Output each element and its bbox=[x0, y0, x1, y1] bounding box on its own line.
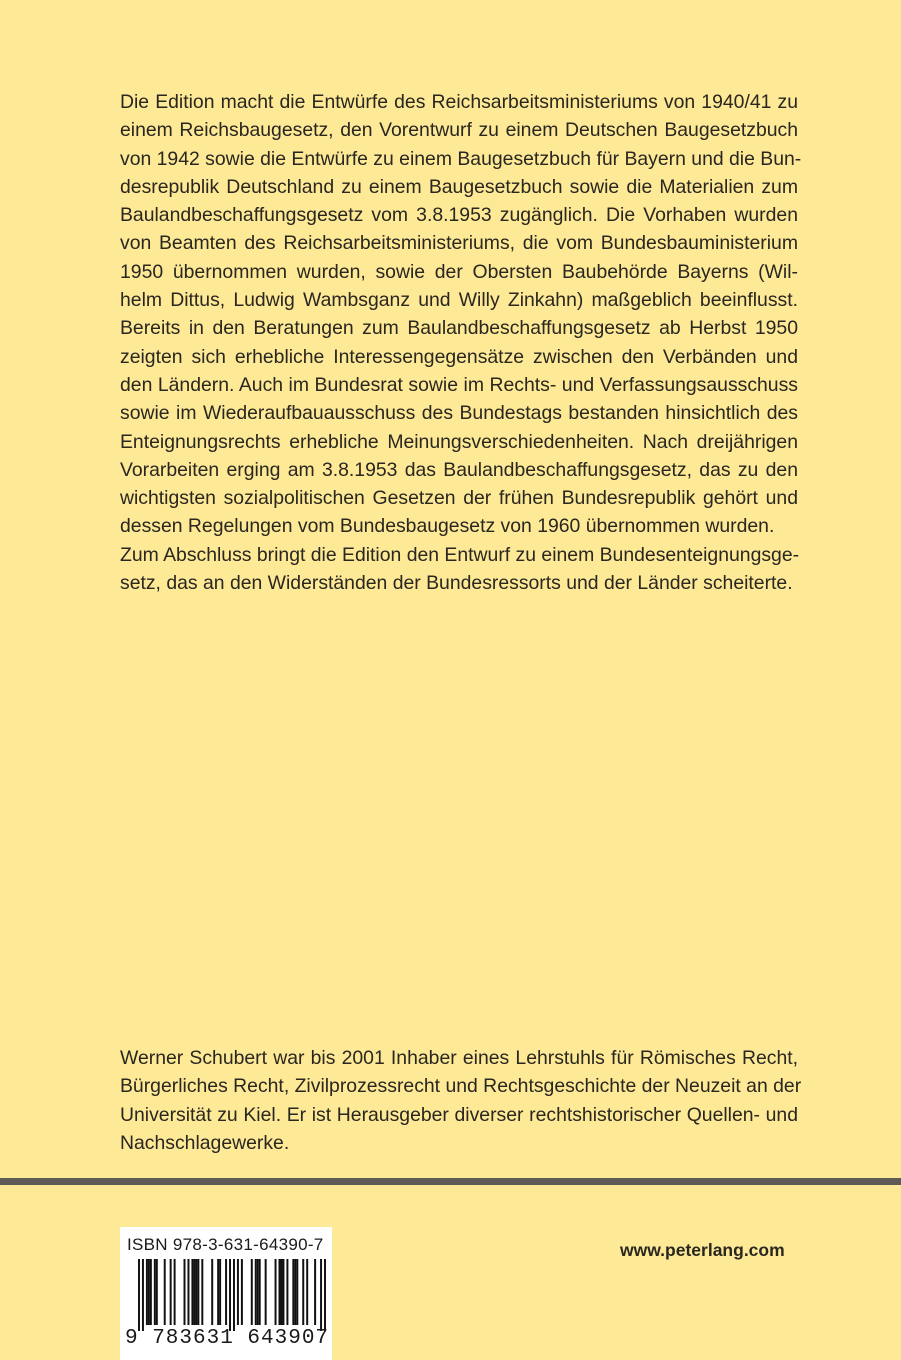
bio-line: Nachschlagewerke. bbox=[120, 1131, 290, 1154]
description-line: 1950 übernommen wurden, sowie der Obersten Baubehörde Bayerns (Wil- bbox=[120, 260, 798, 283]
barcode-bar bbox=[259, 1259, 261, 1325]
barcode-bar bbox=[251, 1259, 253, 1325]
barcode-bar bbox=[187, 1259, 189, 1325]
barcode-bar bbox=[306, 1259, 308, 1325]
barcode-bar bbox=[279, 1259, 281, 1325]
barcode-bar bbox=[292, 1259, 294, 1325]
bio-line: Werner Schubert war bis 2001 Inhaber eines Lehrstuhls für Römisches Recht, bbox=[120, 1047, 798, 1069]
description-line: Bereits in den Beratungen zum Baulandbeschaffungsgesetz ab Herbst 1950 bbox=[120, 317, 798, 340]
barcode-bar bbox=[201, 1259, 203, 1325]
barcode-bar bbox=[156, 1259, 158, 1325]
barcode-bar bbox=[241, 1259, 243, 1325]
description-line: desrepublik Deutschland zu einem Baugesetzbuch sowie die Materialien zum bbox=[120, 175, 798, 198]
description-line: von 1942 sowie die Entwürfe zu einem Baugesetzbuch für Bayern und die Bun- bbox=[120, 147, 802, 170]
description-line: setz, das an den Widerständen der Bundesressorts und der Länder scheiterte. bbox=[120, 572, 793, 595]
barcode-bar bbox=[154, 1259, 156, 1325]
barcode-bars bbox=[138, 1259, 326, 1331]
description-line: einem Reichsbaugesetz, den Vorentwurf zu einem Deutschen Baugesetzbuch bbox=[120, 119, 798, 142]
description-line: zeigten sich erhebliche Interessengegensätze zwischen den Verbänden und bbox=[120, 345, 798, 368]
barcode-bar bbox=[257, 1259, 259, 1325]
barcode-bar bbox=[217, 1259, 219, 1325]
description-line: Die Edition macht die Entwürfe des Reichsarbeitsministeriums von 1940/41 zu bbox=[120, 91, 798, 113]
barcode-bar bbox=[302, 1259, 304, 1325]
barcode-bar bbox=[320, 1259, 322, 1331]
barcode-bar bbox=[164, 1259, 166, 1325]
barcode-bar bbox=[229, 1259, 231, 1331]
description-line: wichtigsten sozialpolitischen Gesetzen der frühen Bundesrepublik gehört und bbox=[120, 487, 798, 510]
publisher-website[interactable]: www.peterlang.com bbox=[620, 1240, 785, 1260]
barcode-bar bbox=[296, 1259, 298, 1325]
description-text bbox=[120, 88, 802, 597]
ean-digits: 9 783631 643907 bbox=[125, 1327, 330, 1350]
barcode-bar bbox=[282, 1259, 284, 1325]
barcode-bar bbox=[148, 1259, 150, 1325]
isbn-label: ISBN 978-3-631-64390-7 bbox=[127, 1235, 324, 1254]
barcode-bar bbox=[294, 1259, 296, 1325]
barcode-bar bbox=[195, 1259, 197, 1325]
barcode-bar bbox=[265, 1259, 267, 1325]
barcode-bar bbox=[142, 1259, 144, 1331]
barcode-bar bbox=[146, 1259, 148, 1325]
barcode-bar bbox=[150, 1259, 152, 1325]
description-line: helm Dittus, Ludwig Wambsganz und Willy Zinkahn) maßgeblich beeinflusst. bbox=[120, 289, 798, 312]
barcode-bar bbox=[219, 1259, 221, 1325]
description-line: sowie im Wiederaufbauausschuss des Bundestags bestanden hinsichtlich des bbox=[120, 402, 798, 425]
barcode-bar bbox=[324, 1259, 326, 1331]
barcode-bar bbox=[275, 1259, 277, 1325]
divider-rule bbox=[0, 1178, 901, 1185]
barcode-bar bbox=[255, 1259, 257, 1325]
description-line: Enteignungsrechts erhebliche Meinungsverschiedenheiten. Nach dreijährigen bbox=[120, 430, 798, 453]
barcode-bar bbox=[138, 1259, 140, 1331]
barcode-bar bbox=[174, 1259, 176, 1325]
bio-line: Universität zu Kiel. Er ist Herausgeber diverser rechtshistorischer Quellen- und bbox=[120, 1103, 798, 1126]
barcode-bar bbox=[184, 1259, 186, 1325]
barcode-bar bbox=[233, 1259, 235, 1331]
barcode-bar bbox=[211, 1259, 213, 1325]
description-line: Vorarbeiten erging am 3.8.1953 das Baulandbeschaffungsgesetz, das zu den bbox=[120, 458, 798, 481]
barcode-bar bbox=[197, 1259, 199, 1325]
description-line: Zum Abschluss bringt die Edition den Entwurf zu einem Bundesenteignungsge- bbox=[120, 543, 800, 566]
bio-line: Bürgerliches Recht, Zivilprozessrecht und Rechtsgeschichte der Neuzeit an der bbox=[120, 1075, 802, 1098]
barcode-bar bbox=[170, 1259, 172, 1325]
isbn-barcode bbox=[120, 1227, 332, 1360]
barcode-bar bbox=[280, 1259, 282, 1325]
description-line: dessen Regelungen vom Bundesbaugesetz von 1960 übernommen wurden. bbox=[120, 515, 775, 538]
barcode-bar bbox=[191, 1259, 193, 1325]
barcode-bar bbox=[286, 1259, 288, 1325]
barcode-bar bbox=[314, 1259, 316, 1325]
barcode-bar bbox=[225, 1259, 227, 1325]
author-bio bbox=[120, 1044, 802, 1157]
description-line: Baulandbeschaffungsgesetz vom 3.8.1953 zugänglich. Die Vorhaben wurden bbox=[120, 204, 798, 227]
description-line: den Ländern. Auch im Bundesrat sowie im Rechts- und Verfassungsausschuss bbox=[120, 373, 798, 396]
description-line: von Beamten des Reichsarbeitsministeriums, die vom Bundesbauministerium bbox=[120, 232, 798, 255]
barcode-bar bbox=[237, 1259, 239, 1325]
barcode-bar bbox=[193, 1259, 195, 1325]
